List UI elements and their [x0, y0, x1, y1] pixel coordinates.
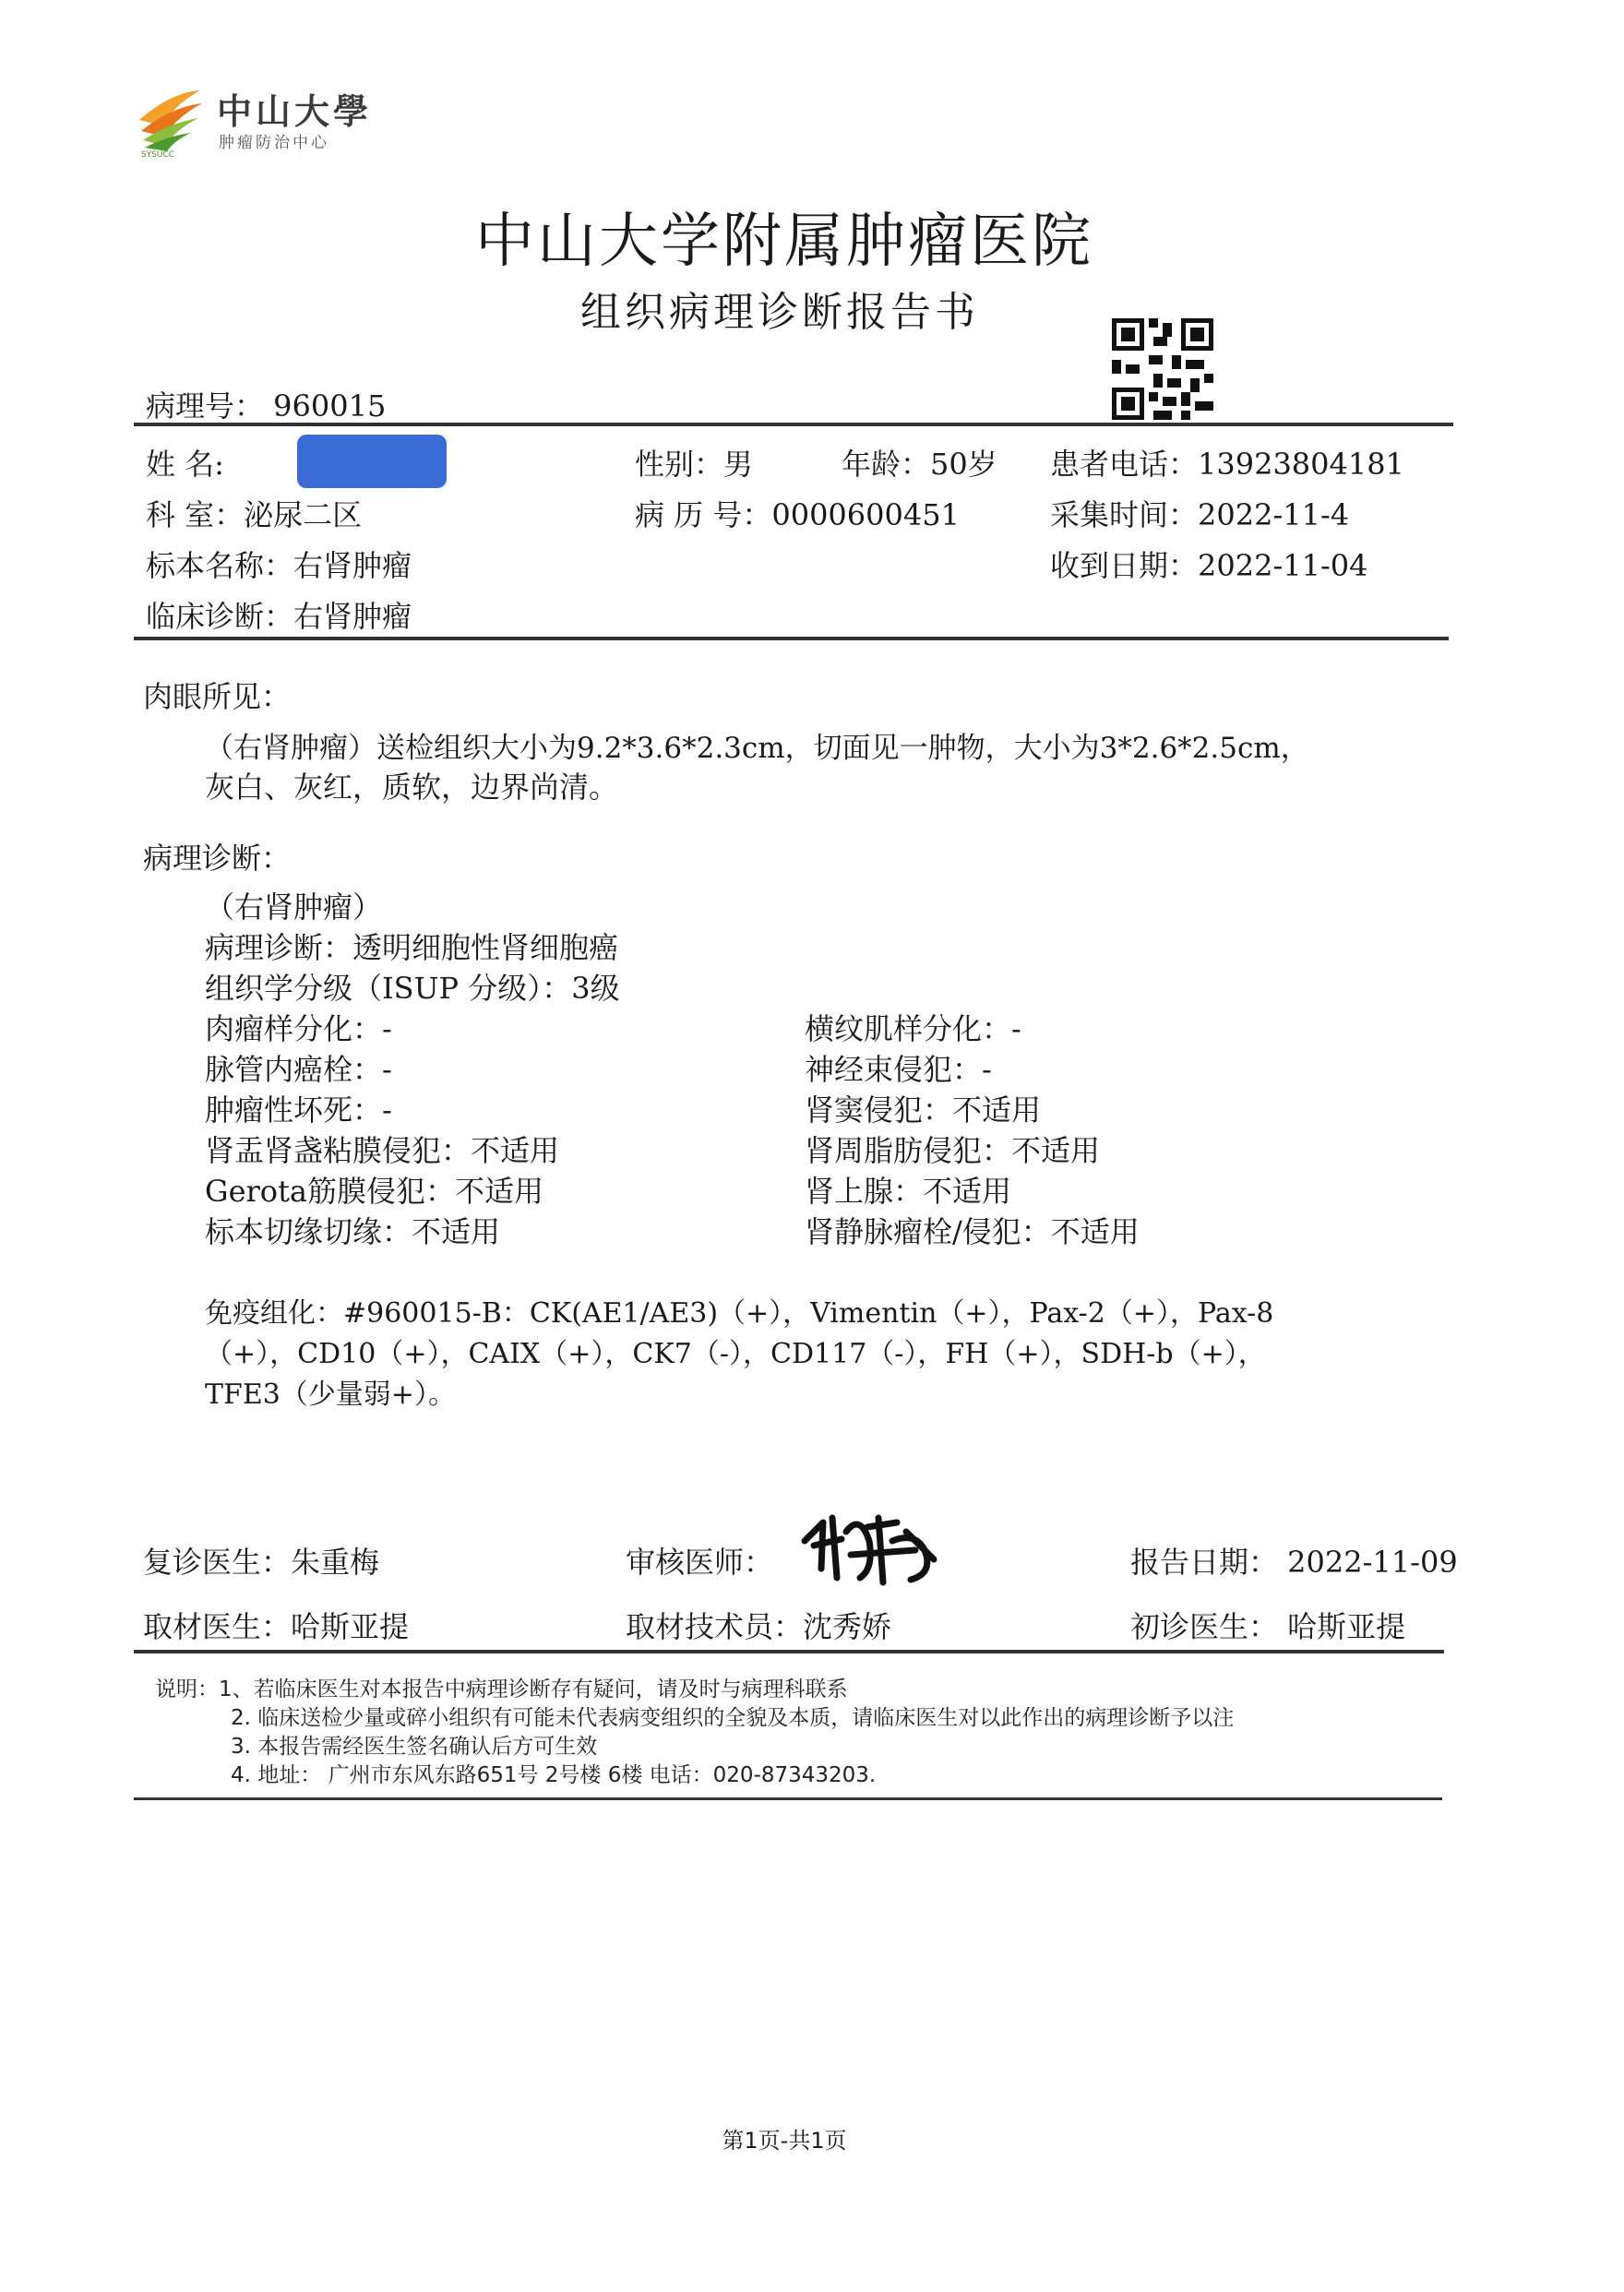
logo-abbrev: SYSUCC: [141, 150, 175, 160]
logo-name: 中山大學: [217, 90, 373, 132]
clinical-diagnosis: 临床诊断：右肾肿瘤: [146, 599, 412, 634]
hospital-title: 中山大学附属肿瘤医院: [475, 208, 1093, 276]
note-line: 说明：1、若临床医生对本报告中病理诊断存有疑问，请及时与病理科联系: [155, 1677, 848, 1701]
collection-time: 采集时间：2022-11-4: [1050, 497, 1350, 532]
qr-code-icon: [1112, 318, 1213, 420]
report-date: 报告日期： 2022-11-09: [1130, 1545, 1458, 1580]
hospital-logo-icon: [134, 83, 208, 157]
note-line: 3. 本报告需经医生签名确认后方可生效: [231, 1735, 598, 1759]
finding-right: 肾静脉瘤栓/侵犯：不适用: [805, 1214, 1140, 1249]
report-title: 组织病理诊断报告书: [580, 289, 979, 336]
finding-left: 脉管内癌栓：-: [205, 1052, 392, 1087]
gender: 性别：男: [635, 447, 754, 482]
gross-line-2: 灰白、灰红，质软，边界尚清。: [205, 770, 619, 805]
gross-line-1: （右肾肿瘤）送检组织大小为9.2*3.6*2.3cm，切面见一肿物，大小为3*2.6*2.5cm，: [205, 732, 1309, 765]
finding-right: 肾上腺：不适用: [805, 1174, 1012, 1209]
finding-left: 标本切缘切缘：不适用: [205, 1214, 501, 1249]
ihc-line-3: TFE3（少量弱+）。: [205, 1379, 456, 1411]
ihc-line-1: 免疫组化：#960015-B：CK(AE1/AE3)（+），Vimentin（+），Pax-2（+），Pax-8: [205, 1297, 1274, 1330]
logo-subtitle: 肿瘤防治中心: [219, 134, 329, 152]
specimen-name: 标本名称：右肾肿瘤: [146, 548, 412, 583]
diagnosis-site: （右肾肿瘤）: [205, 889, 383, 925]
note-line: 2. 临床送检少量或碎小组织有可能未代表病变组织的全貌及本质，请临床医生对以此作出的病理诊断予以注: [231, 1706, 1235, 1730]
divider-bottom: [134, 1797, 1442, 1800]
sampling-technician: 取材技术员：沈秀娇: [626, 1609, 892, 1644]
histologic-grade: 组织学分级（ISUP 分级）：3级: [205, 971, 620, 1006]
divider-top: [134, 423, 1453, 426]
age: 年龄：50岁: [842, 447, 997, 482]
divider-info: [134, 637, 1449, 640]
finding-left: 肾盂肾盏粘膜侵犯：不适用: [205, 1133, 560, 1168]
finding-left: 肿瘤性坏死：-: [205, 1092, 392, 1128]
ihc-line-2: （+），CD10（+），CAIX（+），CK7（-），CD117（-），FH（+），SDH-b（+），: [205, 1338, 1266, 1370]
finding-right: 横纹肌样分化：-: [805, 1011, 1021, 1046]
received-date: 收到日期：2022-11-04: [1050, 548, 1368, 583]
department: 科 室：泌尿二区: [146, 497, 363, 532]
finding-left: Gerota筋膜侵犯：不适用: [205, 1174, 544, 1209]
diagnosis-label: 病理诊断：: [143, 841, 292, 876]
patient-phone: 患者电话：13923804181: [1050, 447, 1404, 482]
medical-record-number: 病 历 号：0000600451: [635, 497, 960, 532]
initial-doctor: 初诊医生： 哈斯亚提: [1130, 1609, 1406, 1644]
sampling-doctor: 取材医生：哈斯亚提: [143, 1609, 410, 1644]
finding-right: 肾窦侵犯：不适用: [805, 1092, 1042, 1128]
finding-right: 神经束侵犯：-: [805, 1052, 992, 1087]
audit-doctor-label: 审核医师：: [626, 1545, 774, 1580]
page-number: 第1页-共1页: [722, 2128, 847, 2154]
redacted-name: [297, 435, 447, 488]
diagnosis-result: 病理诊断：透明细胞性肾细胞癌: [205, 930, 619, 965]
signature-mark: [795, 1504, 943, 1587]
finding-left: 肉瘤样分化：-: [205, 1011, 392, 1046]
gross-label: 肉眼所见：: [143, 679, 292, 714]
note-line: 4. 地址： 广州市东风东路651号 2号楼 6楼 电话：020-87343203.: [231, 1763, 877, 1787]
divider-signatures: [134, 1650, 1444, 1653]
review-doctor: 复诊医生：朱重梅: [143, 1545, 380, 1580]
finding-right: 肾周脂肪侵犯：不适用: [805, 1133, 1101, 1168]
pathology-number: 病理号： 960015: [146, 388, 387, 424]
name-label: 姓 名:: [146, 447, 224, 482]
